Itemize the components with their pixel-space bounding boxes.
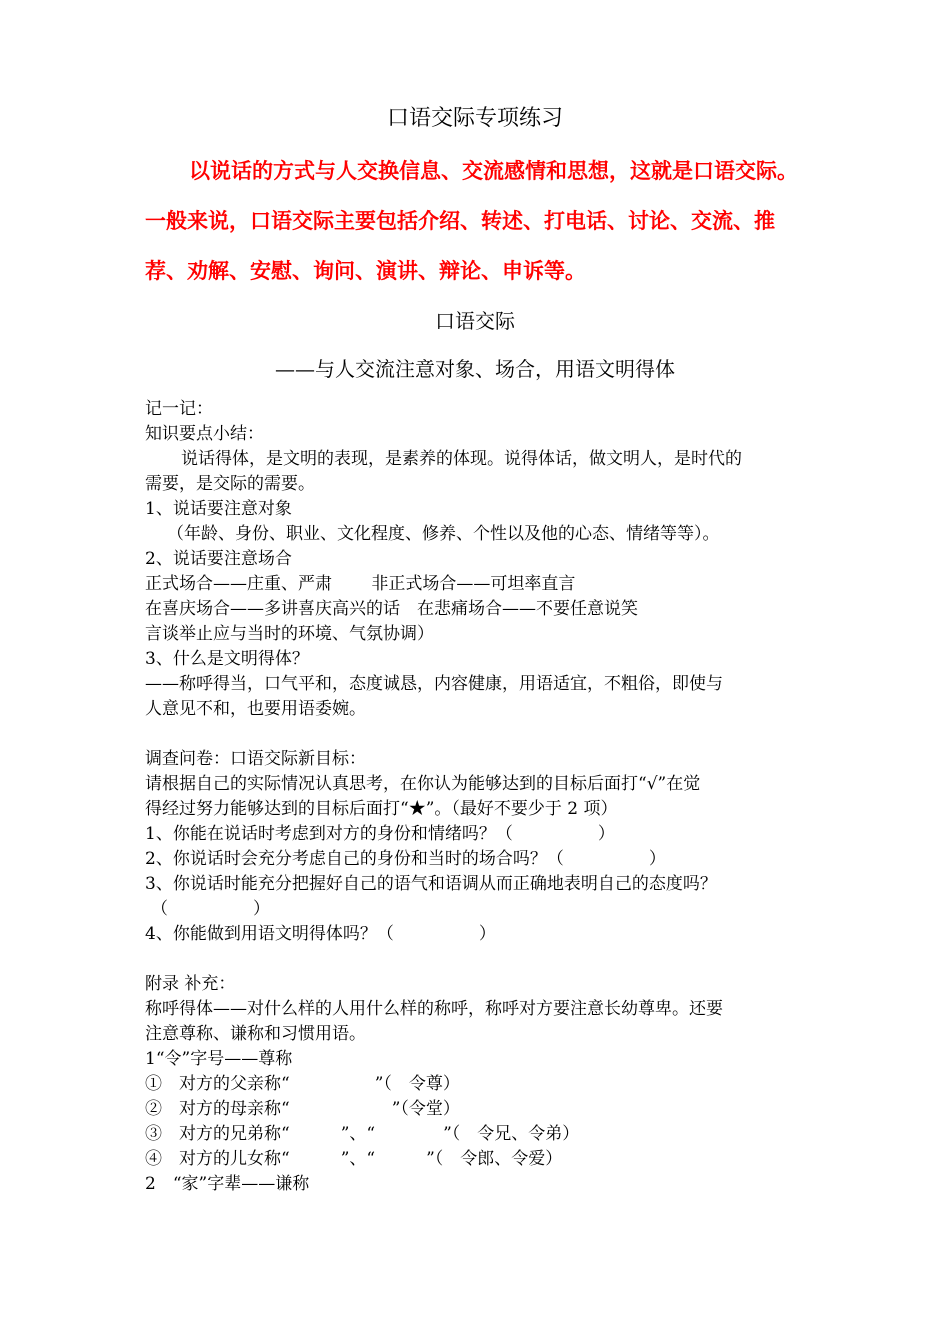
point-detail: 正式场合——庄重、严肃 非正式场合——可坦率直言 [145,574,576,594]
point-detail: （年龄、身份、职业、文化程度、修养、个性以及他的心态、情绪等等）。 [167,524,720,544]
point-heading: 1、说话要注意对象 [145,499,292,519]
appendix-item: 1“令”字号——尊称 [145,1049,293,1069]
page-title: 口语交际专项练习 [386,106,563,131]
point-detail: 在喜庆场合——多讲喜庆高兴的话 在悲痛场合——不要任意说笑 [145,599,638,619]
appendix-item: 2 “家”字辈——谦称 [145,1174,310,1194]
survey-heading: 调查问卷：口语交际新目标： [145,749,366,769]
blank-line [145,947,825,972]
appendix-subitem: ① 对方的父亲称“ ”（ 令尊） [145,1074,460,1094]
paragraph-line: 说话得体，是文明的表现，是素养的体现。说得体话，做文明人，是时代的 [181,449,742,469]
survey-instruction: 得经过努力能够达到的目标后面打“★”。（最好不要少于 2 项） [145,799,618,819]
intro-line: 以说话的方式与人交换信息、交流感情和思想，这就是口语交际。 [189,158,798,183]
appendix-paragraph-line: 注意尊称、谦称和习惯用语。 [145,1024,366,1044]
point-heading: 2、说话要注意场合 [145,549,292,569]
appendix-paragraph-line: 称呼得体——对什么样的人用什么样的称呼，称呼对方要注意长幼尊卑。还要 [145,999,723,1019]
intro-line: 荐、劝解、安慰、询问、演讲、辩论、申诉等。 [145,258,586,283]
remember-label: 记一记： [145,399,213,419]
point-heading: 3、什么是文明得体？ [145,649,309,669]
section-title: 口语交际 [435,309,515,333]
survey-question: 4、你能做到用语文明得体吗？（ ） [145,924,496,944]
point-detail: 言谈举止应与当时的环境、气氛协调） [145,624,434,644]
survey-instruction: 请根据自己的实际情况认真思考，在你认为能够达到的目标后面打“√”在觉 [145,774,701,794]
blank-line [145,722,825,747]
appendix-heading: 附录 补充： [145,974,236,994]
survey-question: 3、你说话时能充分把握好自己的语气和语调从而正确地表明自己的态度吗？ [145,874,717,894]
paragraph-line: 需要，是交际的需要。 [145,474,315,494]
section-subtitle: ——与人交流注意对象、场合，用语文明得体 [275,357,675,381]
summary-label: 知识要点小结： [145,424,264,444]
intro-paragraph [145,146,825,296]
appendix-subitem: ② 对方的母亲称“ ”（令堂） [145,1099,460,1119]
survey-question: 1、你能在说话时考虑到对方的身份和情绪吗？（ ） [145,824,615,844]
body-text [145,397,825,1197]
survey-answer-blank: （ ） [151,899,270,919]
point-detail: 人意见不和，也要用语委婉。 [145,699,366,719]
intro-line: 一般来说，口语交际主要包括介绍、转述、打电话、讨论、交流、推 [145,208,775,233]
appendix-subitem: ④ 对方的儿女称“ ”、“ ”（ 令郎、令爱） [145,1149,563,1169]
appendix-subitem: ③ 对方的兄弟称“ ”、“ ”（ 令兄、令弟） [145,1124,580,1144]
survey-question: 2、你说话时会充分考虑自己的身份和当时的场合吗？（ ） [145,849,666,869]
point-detail: ——称呼得当，口气平和，态度诚恳，内容健康，用语适宜，不粗俗，即使与 [145,674,723,694]
